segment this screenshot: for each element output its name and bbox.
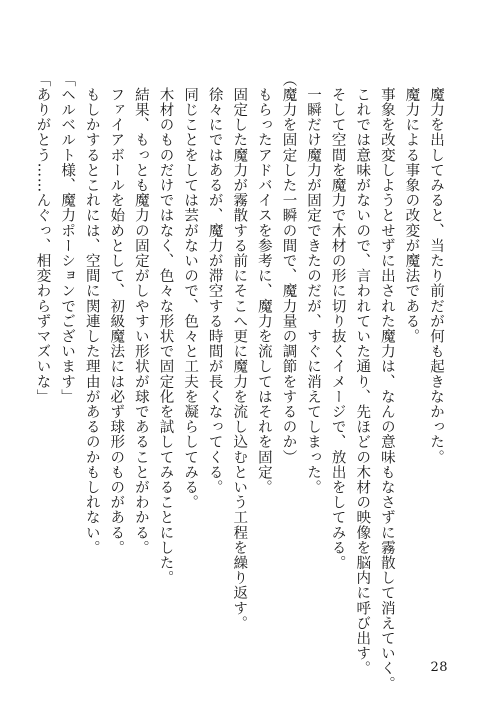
text-line: 同じことをしては芸がないので、色々と工夫を凝らしてみる。 [182, 72, 199, 510]
text-line: 固定した魔力が霧散する前にそこへ更に魔力を流し込むという工程を繰り返す。 [231, 72, 248, 631]
text-line: 結果、もっとも魔力の固定がしやすい形状が球であることがわかる。 [132, 72, 149, 556]
text-line: もしかするとこれには、空間に関連した理由があるのかもしれない。 [83, 72, 100, 556]
text-line: 一瞬だけ魔力が固定できたのだが、すぐに消えてしまった。 [305, 72, 322, 495]
text-line: 「ありがとう……んぐっ、相変わらずマズいな」 [34, 72, 51, 405]
text-line: 魔力を出してみると、当たり前だが何も起きなかった。 [428, 72, 444, 465]
text-line: 木材のものだけではなく、色々な形状で固定化を試してみることにした。 [157, 72, 174, 586]
text-line: そして空間を魔力で木材の形に切り抜くイメージで、放出をしてみる。 [329, 72, 346, 571]
text-line: 魔力による事象の改変が魔法である。 [403, 72, 420, 344]
page-number: 28 [430, 660, 448, 675]
text-line: 事象を改変しようとせずに出された魔力は、なんの意味もなさずに霧散して消えていく。 [378, 72, 395, 692]
text-line: もらったアドバイスを参考に、魔力を流してはそれを固定。 [255, 72, 272, 495]
text-line: 「ヘルベルト様、魔力ポーションでございます」 [59, 72, 76, 405]
text-line: ファイアボールを始めとして、初級魔法には必ず球形のものがある。 [108, 72, 125, 556]
text-line: （魔力を固定した一瞬の間で、魔力量の調節をするのか） [280, 72, 297, 465]
text-line: これでは意味がないので、言われていた通り、先ほどの木材の映像を脳内に呼び出す。 [354, 72, 371, 676]
text-line: 徐々にではあるが、魔力が滞空する時間が長くなってくる。 [206, 72, 223, 495]
